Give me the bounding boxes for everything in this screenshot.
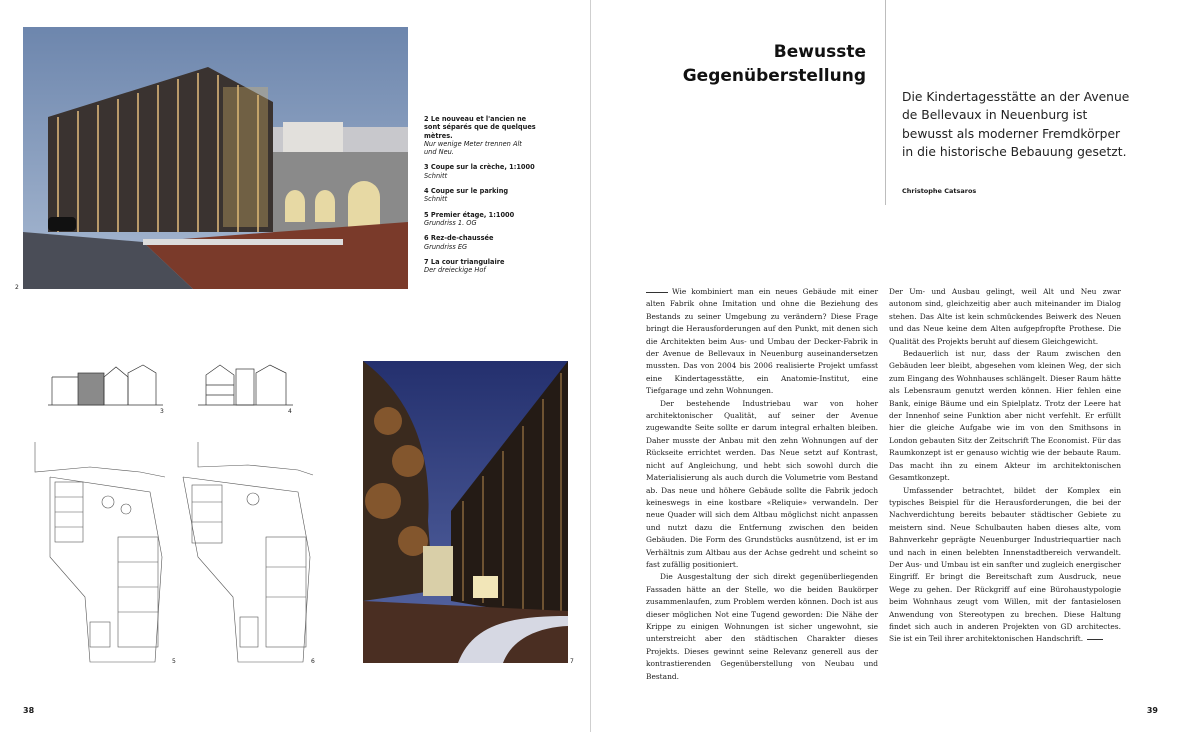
caption-german: Der dreieckige Hof <box>424 266 486 275</box>
caption-french: 7 La cour triangulaire <box>424 257 505 266</box>
body-column-1 <box>646 286 878 683</box>
section-drawing-creche <box>48 355 163 410</box>
article-lead: Die Kindertagesstätte an der Avenue de Bellevaux in Neuenburg ist bewusst als moderner Fremdkörper in die historische Bebauung gesetzt. <box>902 90 1130 159</box>
caption-german: Schnitt <box>424 195 448 204</box>
caption-french: 2 Le nouveau et l'ancien ne sont séparés que de quelques mètres. <box>424 115 536 140</box>
paragraph <box>889 485 1121 646</box>
caption-item <box>424 115 536 156</box>
photo-number: 7 <box>570 658 574 665</box>
page-number: 38 <box>23 706 35 715</box>
body-column-2 <box>889 286 1121 646</box>
caption-list <box>424 115 536 281</box>
paragraph: Der Um- und Ausbau gelingt, weil Alt und Neu zwar autonom sind, gleichzeitig aber auch miteinander im Dialog stehen. Das Alte ist kein schmückendes Beiwerk des Neuen und das Neue keine dem Alten aufgepfropfte Prothese. Die Qualität des Projekts beruht auf diesem Gleichgewicht. <box>889 287 1121 346</box>
caption-item <box>424 258 536 275</box>
drawing-number: 4 <box>288 408 292 415</box>
header-divider <box>885 0 886 205</box>
caption-german: Grundriss 1. OG <box>424 218 477 227</box>
paragraph-text: Wie kombiniert man ein neues Gebäude mit einer alten Fabrik ohne Imitation und ohne die Beziehung des Bestands zu seiner Umgebung zu verändern? Diese Frage bringt die Herausforderungen auf den Punkt, mit denen sich die Architekten beim Aus- und Umbau der Decker-Fabrik in der Avenue de Bellevaux in Neuenburg auseinandersetzen mussten. Das von 2004 bis 2006 realisierte Projekt umfasst eine Kindertagesstätte, ein Anatomie-Institut, eine Tiefgarage und zehn Wohnungen. <box>646 287 878 396</box>
caption-item <box>424 234 536 251</box>
caption-german: Nur wenige Meter trennen Alt und Neu. <box>424 139 522 157</box>
drawing-number: 6 <box>311 658 315 665</box>
left-page <box>0 0 590 732</box>
paragraph: Die Ausgestaltung der sich direkt gegenüberliegenden Fassaden hätte an der Stelle, wo die beiden Baukörper zusammenlaufen, zum Problem werden können. Doch ist aus dieser möglichen Not eine Tugend geworden: Die Nähe der Krippe zu einigen Wohnungen ist sicher ungewohnt, sie unterstreicht aber den städtischen Charakter dieses Projekts. Dieses gewinnt seine Relevanz generell aus der kontrastierenden Gegenüberstellung von Neubau und Bestand. <box>646 572 878 681</box>
caption-french: 5 Premier étage, 1:1000 <box>424 210 515 219</box>
caption-item <box>424 211 536 228</box>
paragraph: Der bestehende Industriebau war von hoher architektonischer Qualität, auf seiner der Avenue zugewandte Seite sollte er darum integral erhalten bleiben. Daher musste der Anbau mit den zehn Wohnungen auf der Rückseite errichtet werden. Das Neue setzt auf Kontrast, nicht auf Angleichung, und hebt sich sowohl durch die Materialisierung als auch durch die Volumetrie vom Bestand ab. Das neue und höhere Gebäude sollte die Fabrik jedoch keineswegs in eine kostbare «Reliquie» verwandeln. Der neue Quader will sich dem Altbau möglichst nicht anpassen und nutzt dazu die Entfernung zwischen den beiden Gebäuden. Die Form des Grundstücks ausnützend, ist er im Verhältnis zum Altbau aus der Achse gedreht und scheint so fast zufällig positioniert. <box>646 398 878 569</box>
floor-plan-ground-floor <box>178 437 318 665</box>
caption-french: 4 Coupe sur le parking <box>424 187 509 196</box>
caption-french: 3 Coupe sur la crèche, 1:1000 <box>424 163 535 172</box>
paragraph-text: Umfassender betrachtet, bildet der Komplex ein typisches Beispiel für die Herausforderungen, die bei der Nachverdichtung bereits bebauter städtischer Gebiete zu meistern sind. Neue Schulbauten haben dieses alte, vom Bahnverkehr geprägte Neuenburger Industriequartier nach und nach in einen belebten Innenstadtbereich verwandelt. Der Aus- und Umbau ist ein sanfter und zugleich energischer Eingriff. Er bringt die Bereitschaft zum Ausdruck, neue Wege zu gehen. Der Rückgriff auf eine Bürohaustypologie beim Wohnhaus zeugt vom Willen, mit der fantasielosen Anwendung von Stereotypen zu brechen. Diese Haltung findet sich auch in anderen Projekten von GD architectes. Sie ist ein Teil ihrer architektonischen Handschrift. <box>889 485 1121 644</box>
paragraph: Bedauerlich ist nur, dass der Raum zwischen den Gebäuden leer bleibt, abgesehen vom kleinen Weg, der sich zum Eingang des Wohnhauses schlängelt. Dieser Raum hätte als Lebensraum genutzt werden können. Hier fehlen eine Bank, einige Bäume und ein Spielplatz. Trotz der Leere hat der Innenhof seine Funktion aber nicht verfehlt. Er erfüllt hier die gleiche Aufgabe wie im von den Smithsons in London gebauten Sitz der Zeitschrift The Economist. Für das Raumkonzept ist er genauso wichtig wie der bebaute Raum. Das macht ihn zu einem Akteur im architektonischen Gesamtkonzept. <box>889 349 1121 483</box>
caption-german: Schnitt <box>424 171 448 180</box>
right-page <box>591 0 1181 732</box>
caption-french: 6 Rez-de-chaussée <box>424 234 494 243</box>
article-title-line: Bewusste <box>773 42 866 62</box>
drawing-number: 3 <box>160 408 164 415</box>
photo-building-exterior <box>23 27 408 289</box>
start-mark <box>646 292 668 293</box>
drawing-number: 5 <box>172 658 176 665</box>
caption-german: Grundriss EG <box>424 242 468 251</box>
photo-number: 2 <box>15 284 19 291</box>
section-drawing-parking <box>198 355 293 410</box>
photo-triangular-courtyard <box>363 361 568 663</box>
article-title-line: Gegenüberstellung <box>682 66 866 86</box>
caption-item <box>424 187 536 204</box>
caption-item <box>424 163 536 180</box>
article-title <box>606 40 866 88</box>
paragraph <box>646 286 878 398</box>
article-author: Christophe Catsaros <box>902 187 977 195</box>
page-number: 39 <box>1146 706 1158 715</box>
end-mark <box>1087 639 1103 640</box>
floor-plan-first-floor <box>30 437 170 665</box>
